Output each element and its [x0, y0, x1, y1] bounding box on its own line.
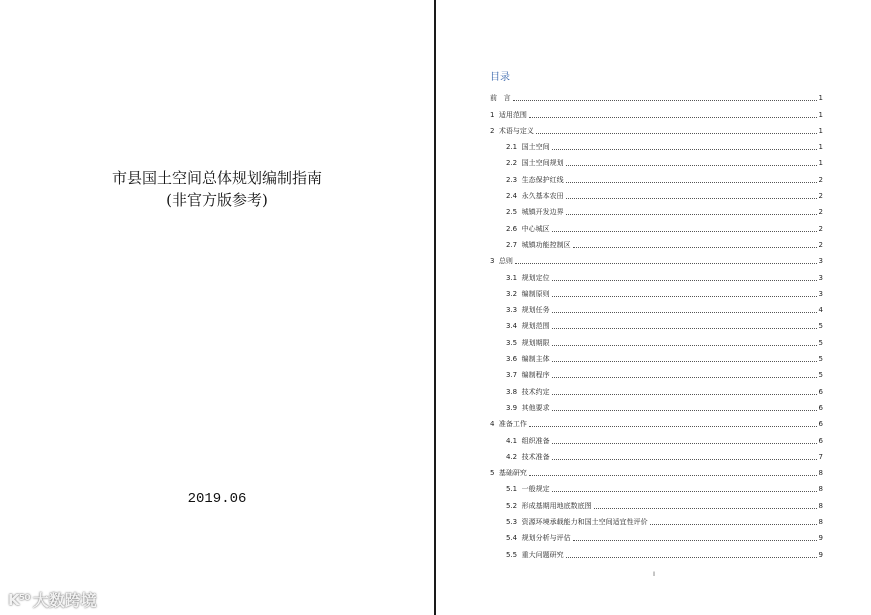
toc-leader-dots	[566, 181, 817, 183]
toc-entry-text: 3.2 编制原则	[506, 289, 550, 298]
toc-entry-text: 3.8 技术约定	[506, 387, 550, 396]
toc-entry[interactable]	[490, 185, 823, 201]
toc-entry-text: 2.5 城镇开发边界	[506, 208, 564, 217]
toc-leader-dots	[552, 409, 817, 411]
toc-leader-dots	[594, 507, 817, 509]
toc-leader-dots	[566, 164, 817, 166]
toc-entry[interactable]	[490, 331, 823, 347]
toc-entry[interactable]	[490, 397, 823, 413]
toc-entry[interactable]	[490, 266, 823, 282]
toc-leader-dots	[566, 213, 817, 215]
toc-entry-text: 2.4 永久基本农田	[506, 192, 564, 201]
toc-entry-page: 6	[818, 436, 823, 445]
toc-leader-dots	[552, 376, 817, 378]
toc-entry-page: 6	[818, 420, 823, 429]
toc-entry-text: 前 言	[490, 94, 511, 103]
toc-entry[interactable]	[490, 478, 823, 494]
toc-entry-text: 2.3 生态保护红线	[506, 175, 564, 184]
toc-entry-page: 1	[818, 126, 823, 135]
toc-entry-text: 3.7 编制程序	[506, 371, 550, 380]
toc-entry-page: 2	[818, 192, 823, 201]
toc-entry-text: 4 准备工作	[490, 420, 527, 429]
toc-leader-dots	[536, 132, 817, 134]
toc-entry-text: 5.1 一般规定	[506, 485, 550, 494]
toc-page	[437, 0, 871, 615]
toc-entry[interactable]	[490, 250, 823, 266]
toc-entry-page: 1	[818, 159, 823, 168]
toc-entry-text: 1 适用范围	[490, 110, 527, 119]
toc-entry-text: 2.1 国土空间	[506, 143, 550, 152]
toc-leader-dots	[552, 311, 817, 313]
toc-entry-text: 3.3 规划任务	[506, 306, 550, 315]
toc-entry[interactable]	[490, 87, 823, 103]
toc-leader-dots	[529, 116, 817, 118]
toc-entry-text: 5 基础研究	[490, 469, 527, 478]
cover-page	[0, 0, 434, 615]
toc-leader-dots	[566, 556, 817, 558]
toc-entry[interactable]	[490, 168, 823, 184]
toc-leader-dots	[552, 393, 817, 395]
toc-entry-page: 5	[818, 322, 823, 331]
toc-leader-dots	[566, 197, 817, 199]
toc-entry[interactable]	[490, 364, 823, 380]
toc-leader-dots	[552, 279, 817, 281]
toc-entry[interactable]	[490, 429, 823, 445]
toc-entry-page: 6	[818, 403, 823, 412]
toc-entry-text: 3.1 规划定位	[506, 273, 550, 282]
toc-entry-text: 4.1 组织准备	[506, 436, 550, 445]
toc-entry[interactable]	[490, 201, 823, 217]
toc-entry-page: 7	[818, 452, 823, 461]
toc-leader-dots	[573, 246, 817, 248]
toc-entry[interactable]	[490, 103, 823, 119]
toc-entry-text: 2.2 国土空间规划	[506, 159, 564, 168]
toc-entry[interactable]	[490, 217, 823, 233]
toc-entry[interactable]	[490, 543, 823, 559]
page-number-footer: I	[653, 571, 655, 578]
toc-entry-text: 5.5 重大问题研究	[506, 550, 564, 559]
toc-entry[interactable]	[490, 283, 823, 299]
toc-list	[490, 87, 823, 560]
toc-leader-dots	[529, 474, 817, 476]
toc-entry-page: 9	[818, 550, 823, 559]
toc-entry-page: 2	[818, 240, 823, 249]
toc-leader-dots	[552, 344, 817, 346]
toc-leader-dots	[573, 539, 817, 541]
toc-leader-dots	[552, 327, 817, 329]
toc-leader-dots	[552, 230, 817, 232]
toc-entry-page: 5	[818, 355, 823, 364]
toc-entry-text: 2.6 中心城区	[506, 224, 550, 233]
toc-entry-page: 2	[818, 208, 823, 217]
toc-entry-page: 3	[818, 273, 823, 282]
toc-leader-dots	[552, 458, 817, 460]
toc-leader-dots	[552, 295, 817, 297]
toc-entry[interactable]	[490, 462, 823, 478]
toc-entry[interactable]	[490, 494, 823, 510]
toc-entry-page: 6	[818, 387, 823, 396]
toc-leader-dots	[515, 262, 817, 264]
toc-entry[interactable]	[490, 413, 823, 429]
toc-entry-page: 5	[818, 338, 823, 347]
toc-entry-text: 5.4 规划分析与评估	[506, 534, 571, 543]
toc-entry-page: 5	[818, 371, 823, 380]
toc-entry-page: 1	[818, 94, 823, 103]
toc-entry[interactable]	[490, 348, 823, 364]
toc-leader-dots	[552, 490, 817, 492]
toc-entry-page: 4	[818, 306, 823, 315]
toc-leader-dots	[513, 99, 817, 101]
toc-entry-page: 8	[818, 469, 823, 478]
toc-leader-dots	[552, 148, 817, 150]
toc-entry[interactable]	[490, 315, 823, 331]
toc-leader-dots	[650, 523, 817, 525]
toc-leader-dots	[529, 425, 817, 427]
toc-leader-dots	[552, 442, 817, 444]
toc-entry[interactable]	[490, 136, 823, 152]
toc-heading: 目录	[490, 72, 510, 83]
toc-entry-page: 8	[818, 501, 823, 510]
toc-entry[interactable]	[490, 380, 823, 396]
cover-date: 2019.06	[187, 491, 247, 507]
toc-entry-page: 9	[818, 534, 823, 543]
watermark-logo-icon: K⁵⁰	[8, 590, 30, 609]
toc-entry-text: 4.2 技术准备	[506, 452, 550, 461]
toc-entry-text: 3.9 其他要求	[506, 403, 550, 412]
toc-entry-text: 3 总则	[490, 257, 513, 266]
toc-entry-text: 3.6 编制主体	[506, 355, 550, 364]
toc-entry-page: 2	[818, 175, 823, 184]
watermark-text: 大数跨境	[32, 591, 97, 610]
watermark	[8, 588, 97, 611]
toc-entry-page: 3	[818, 289, 823, 298]
toc-entry-page: 8	[818, 485, 823, 494]
toc-entry[interactable]	[490, 299, 823, 315]
toc-entry[interactable]	[490, 446, 823, 462]
toc-entry-page: 2	[818, 224, 823, 233]
page-divider	[434, 0, 436, 615]
toc-entry-text: 5.3 资源环境承载能力和国土空间适宜性评价	[506, 518, 648, 527]
toc-entry[interactable]	[490, 511, 823, 527]
toc-entry-page: 1	[818, 143, 823, 152]
toc-entry[interactable]	[490, 234, 823, 250]
cover-title: 市县国土空间总体规划编制指南	[111, 169, 322, 187]
toc-entry-page: 8	[818, 518, 823, 527]
toc-entry-page: 3	[818, 257, 823, 266]
toc-leader-dots	[552, 360, 817, 362]
toc-entry-page: 1	[818, 110, 823, 119]
toc-entry[interactable]	[490, 527, 823, 543]
toc-entry-text: 2.7 城镇功能控制区	[506, 240, 571, 249]
toc-entry-text: 5.2 形成基期用地底数底图	[506, 501, 592, 510]
toc-entry-text: 3.4 规划范围	[506, 322, 550, 331]
toc-entry[interactable]	[490, 120, 823, 136]
toc-entry-text: 2 术语与定义	[490, 126, 534, 135]
cover-subtitle: (非官方版参考)	[166, 191, 268, 209]
toc-entry[interactable]	[490, 152, 823, 168]
toc-entry-text: 3.5 规划期限	[506, 338, 550, 347]
